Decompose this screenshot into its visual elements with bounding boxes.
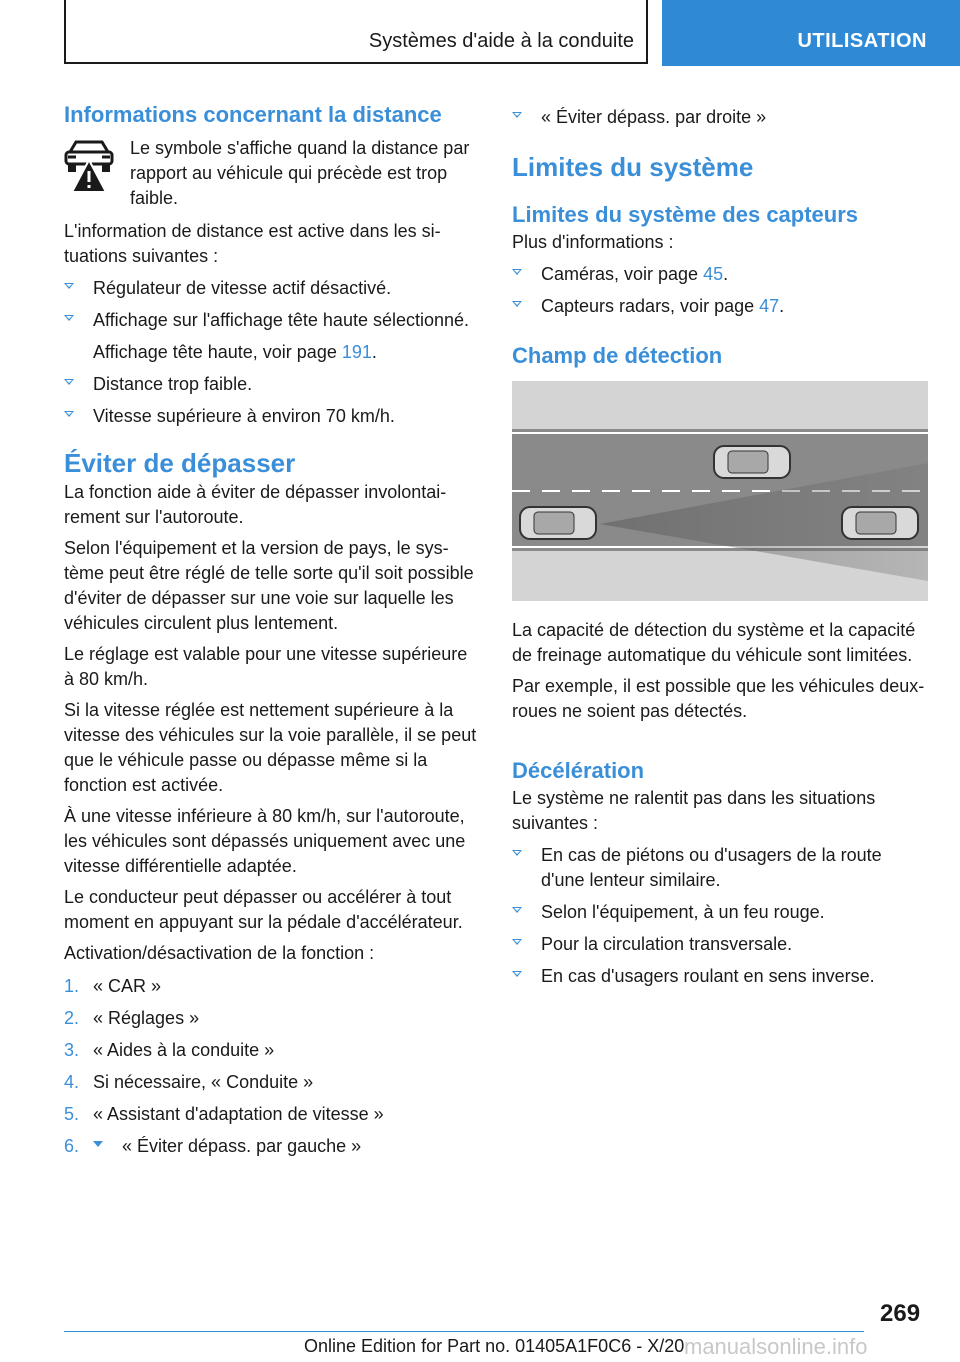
detection-field-heading: Champ de détection: [512, 343, 723, 368]
bullet-triangle-icon: [512, 939, 522, 945]
footer-divider: [64, 1331, 864, 1332]
page-link[interactable]: 47: [759, 296, 780, 316]
list-item: Caméras, voir page 45.: [512, 262, 930, 287]
list-item: Affichage sur l'affichage tête haute sélectionné.: [64, 308, 478, 333]
car-icon: [714, 446, 790, 478]
avoid-para: Activation/désactivation de la fonction :: [64, 943, 375, 963]
field-para: Par exemple, il est possible que les véhicules deux-roues ne soient pas détectés.: [512, 676, 925, 721]
deceleration-heading: Décélération: [512, 758, 645, 783]
distance-symbol-row: [64, 136, 478, 211]
car-icon: [520, 507, 596, 539]
bullet-triangle-icon: [512, 269, 522, 275]
list-item: « Éviter dépass. par droite »: [512, 105, 930, 130]
list-item: Capteurs radars, voir page 47.: [512, 294, 930, 319]
right-column: [512, 100, 930, 989]
left-column: [64, 100, 478, 1159]
avoid-overtaking-heading: Éviter de dépasser: [64, 448, 296, 478]
bullet-triangle-icon: [512, 301, 522, 307]
hud-reference: Affichage tête haute, voir page 191.: [93, 342, 377, 362]
list-item: En cas de piétons ou d'usagers de la route d'une lenteur similaire.: [512, 843, 930, 893]
system-limits-heading: Limites du système: [512, 152, 754, 182]
distance-warning-car-icon: [64, 138, 114, 196]
list-item: Régulateur de vitesse actif désactivé.: [64, 276, 478, 301]
more-info-text: Plus d'informations :: [512, 232, 674, 252]
detection-field-illustration: [512, 381, 928, 601]
distance-conditions-list: [64, 276, 478, 333]
distance-info-heading: Informations concernant la distance: [64, 102, 442, 127]
page-link[interactable]: 45: [703, 264, 724, 284]
bullet-triangle-icon: [64, 379, 74, 385]
header-bar: [64, 0, 648, 64]
bullet-triangle-icon: [512, 850, 522, 856]
watermark: manualsonline.info: [684, 1334, 868, 1359]
bullet-triangle-icon: [93, 1141, 103, 1147]
list-item: Distance trop faible.: [64, 372, 478, 397]
step-item: 2. « Réglages »: [64, 1008, 200, 1028]
car-icon: [842, 507, 918, 539]
footer-edition: Online Edition for Part no. 01405A1F0C6 - X/20: [304, 1336, 685, 1356]
avoid-para: Le conducteur peut dépasser ou accélérer à tout moment en appuyant sur la pédale d'accélérateur.: [64, 887, 463, 932]
step-item: 1. « CAR »: [64, 976, 162, 996]
distance-conditions-list-cont: [64, 372, 478, 429]
bullet-triangle-icon: [64, 283, 74, 289]
bullet-triangle-icon: [64, 411, 74, 417]
activation-steps: [64, 974, 478, 1159]
step-item: 6. « Éviter dépass. par gauche »: [64, 1136, 362, 1156]
step-item: 4. Si nécessaire, « Conduite »: [64, 1072, 314, 1092]
avoid-para: À une vitesse inférieure à 80 km/h, sur l'autoroute, les véhicules sont dépassés uniquement avec une vitesse différentielle adaptée.: [64, 806, 466, 876]
page-number: 269: [880, 1300, 921, 1327]
bullet-triangle-icon: [512, 112, 522, 118]
step6-continuation: [512, 105, 930, 130]
avoid-para: La fonction aide à éviter de dépasser involontairement sur l'autoroute.: [64, 482, 447, 527]
list-item: Pour la circulation transversale.: [512, 932, 930, 957]
avoid-para: Selon l'équipement et la version de pays, le système peut être réglé de telle sorte qu'il soit possible d'éviter de dépasser sur une voie sur laquelle les véhicules circulent plus lentement.: [64, 538, 474, 633]
sensor-refs-list: [512, 262, 930, 319]
section-tab-label: UTILISATION: [797, 30, 927, 52]
list-item: Selon l'équipement, à un feu rouge.: [512, 900, 930, 925]
sensor-limits-heading: Limites du système des capteurs: [512, 202, 859, 227]
list-item: En cas d'usagers roulant en sens inverse.: [512, 964, 930, 989]
step-item: 3. « Aides à la conduite »: [64, 1040, 275, 1060]
distance-symbol-text: Le symbole s'affiche quand la distance par rapport au véhicule qui précède est trop faible.: [130, 138, 470, 208]
bullet-triangle-icon: [64, 315, 74, 321]
avoid-para: Si la vitesse réglée est nettement supérieure à la vitesse des véhicules sur la voie parallèle, il se peut que le véhicule passe ou dépasse même si la fonction est activée.: [64, 700, 477, 795]
deceleration-list: [512, 843, 930, 989]
section-title: Systèmes d'aide à la conduite: [368, 30, 634, 52]
distance-active-text: L'information de distance est active dans les situations suivantes :: [64, 221, 441, 266]
step-item: 5. « Assistant d'adaptation de vitesse »: [64, 1104, 384, 1124]
page-link[interactable]: 191: [341, 342, 372, 362]
deceleration-intro: Le système ne ralentit pas dans les situations suivantes :: [512, 788, 876, 833]
bullet-triangle-icon: [512, 971, 522, 977]
bullet-triangle-icon: [512, 907, 522, 913]
list-item: Vitesse supérieure à environ 70 km/h.: [64, 404, 478, 429]
avoid-para: Le réglage est valable pour une vitesse supérieure à 80 km/h.: [64, 644, 468, 689]
section-tab[interactable]: [662, 0, 960, 66]
field-para: La capacité de détection du système et la capacité de freinage automatique du véhicule sont limitées.: [512, 620, 916, 665]
